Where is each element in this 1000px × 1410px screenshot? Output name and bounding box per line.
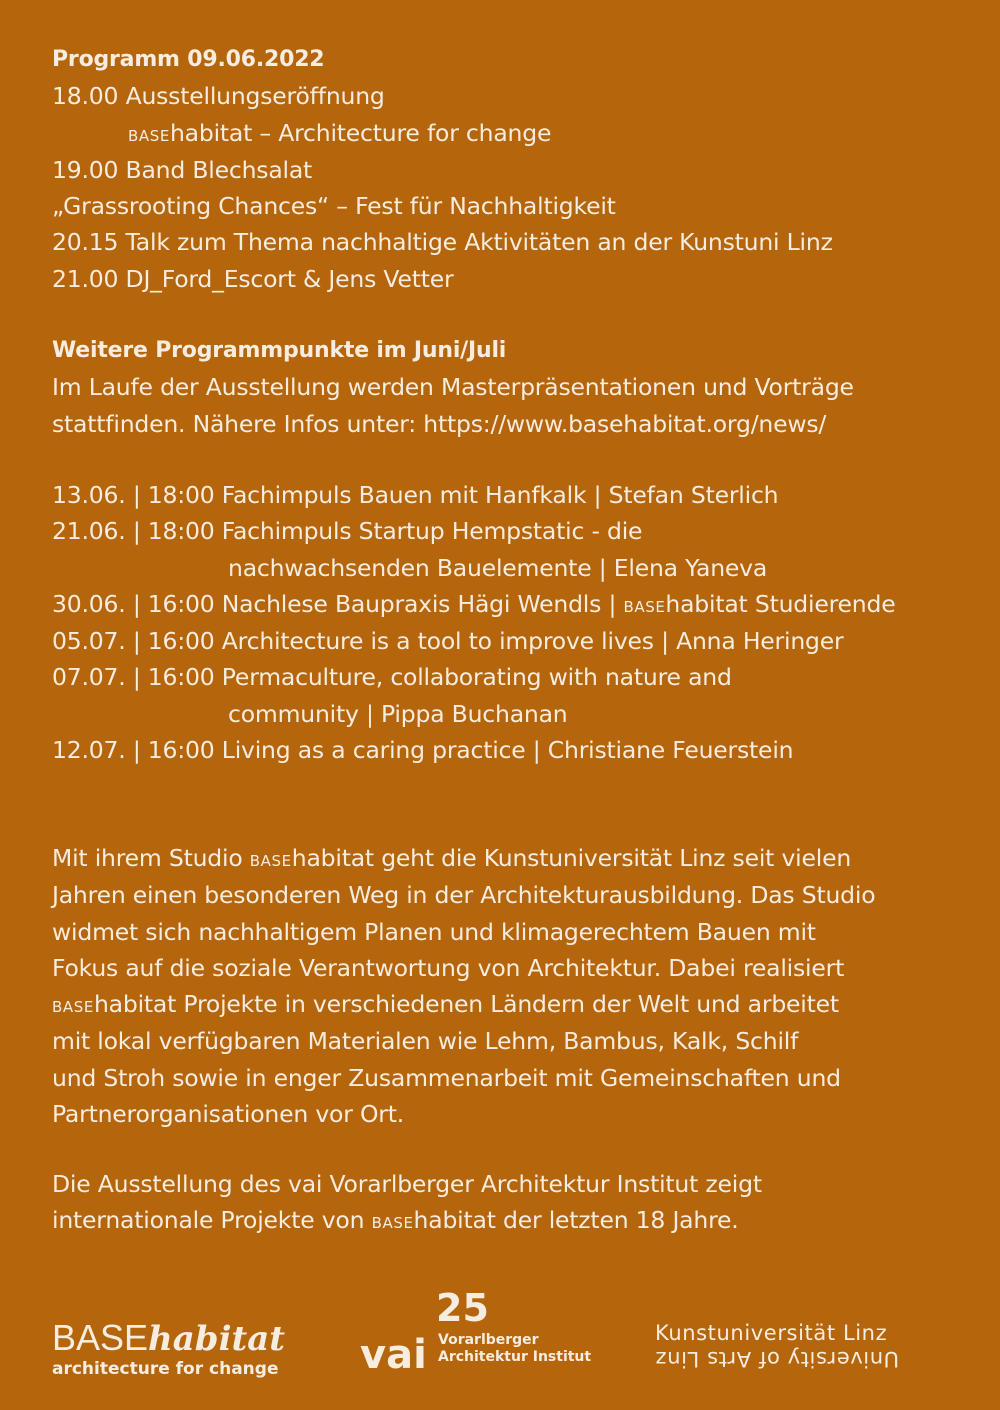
about-line-5	[52, 986, 875, 1023]
about-line-6: mit lokal verfügbaren Materialen wie Lehm, Bambus, Kalk, Schilf	[52, 1027, 799, 1056]
kunstuni-logo	[655, 1320, 975, 1372]
exhibit-text: habitat der letzten 18 Jahre.	[413, 1206, 739, 1235]
event-3-post: habitat Studierende	[665, 589, 896, 618]
program-line-4: „Grassrooting Chances“ – Fest für Nachhaltigkeit	[52, 192, 616, 221]
vai-wordmark: vai	[360, 1332, 427, 1378]
exhibit-line-2	[52, 1202, 762, 1239]
about-line-8: Partnerorganisationen vor Ort.	[52, 1100, 404, 1129]
base-smallcaps: base	[52, 993, 94, 1018]
event-5a: 07.07. | 16:00 Permaculture, collaborating with nature and	[52, 663, 732, 692]
program-section	[52, 42, 833, 297]
vai-subtitle	[438, 1332, 591, 1366]
base-smallcaps: base	[128, 121, 170, 146]
exhibit-text: internationale Projekte von	[52, 1206, 372, 1235]
event-5b: community | Pippa Buchanan	[228, 699, 568, 728]
event-2b: nachwachsenden Bauelemente | Elena Yaneva	[228, 553, 768, 582]
exhibit-line-1: Die Ausstellung des vai Vorarlberger Architektur Institut zeigt	[52, 1170, 762, 1198]
base-word: BASE	[52, 1317, 149, 1358]
vai-anniversary-number: 25	[436, 1286, 489, 1330]
vai-subtitle-line-2: Architektur Institut	[438, 1349, 592, 1365]
kunstuni-name-de: Kunstuniversität Linz	[655, 1321, 888, 1345]
event-6: 12.07. | 16:00 Living as a caring practice | Christiane Feuerstein	[52, 736, 794, 765]
about-text: Mit ihrem Studio	[52, 844, 250, 872]
basehabitat-wordmark	[52, 1317, 285, 1359]
program-line-1	[52, 78, 833, 114]
program-line-3: 19.00 Band Blechsalat	[52, 155, 313, 184]
program-text-2: habitat – Architecture for change	[169, 118, 552, 147]
event-3	[52, 586, 895, 623]
base-smallcaps: base	[371, 1209, 414, 1234]
vai-logo	[360, 1288, 620, 1383]
about-line-3: widmet sich nachhaltigem Planen und klimagerechtem Bauen mit	[52, 917, 816, 946]
program-line-6: 21.00 DJ_Ford_Escort & Jens Vetter	[52, 264, 454, 293]
further-line-2: stattfinden. Nähere Infos unter: https://www.basehabitat.org/news/	[52, 409, 827, 438]
program-time-1: 18.00	[52, 82, 119, 111]
further-section	[52, 333, 854, 442]
program-line-5: 20.15 Talk zum Thema nachhaltige Aktivitäten an der Kunstuni Linz	[52, 228, 833, 257]
events-list	[52, 477, 895, 768]
basehabitat-tagline: architecture for change	[52, 1359, 279, 1379]
event-2a: 21.06. | 18:00 Fachimpuls Startup Hempstatic - die	[52, 517, 643, 546]
further-line-1: Im Laufe der Ausstellung werden Masterpräsentationen und Vorträge	[52, 373, 854, 402]
further-heading: Weitere Programmpunkte im Juni/Juli	[52, 338, 507, 363]
base-smallcaps: base	[623, 592, 666, 617]
event-4: 05.07. | 16:00 Architecture is a tool to improve lives | Anna Heringer	[52, 627, 844, 656]
about-line-7: und Stroh sowie in enger Zusammenarbeit mit Gemeinschaften und	[52, 1063, 841, 1092]
about-line-4: Fokus auf die soziale Verantwortung von Architektur. Dabei realisiert	[52, 953, 845, 982]
vai-subtitle-line-1: Vorarlberger	[438, 1332, 539, 1348]
logo-footer	[0, 1280, 1000, 1390]
event-1: 13.06. | 18:00 Fachimpuls Bauen mit Hanfkalk | Stefan Sterlich	[52, 481, 779, 509]
habitat-word: habitat	[148, 1319, 285, 1359]
program-heading: Programm 09.06.2022	[52, 47, 325, 72]
about-line-2: Jahren einen besonderen Weg in der Architekturausbildung. Das Studio	[52, 881, 876, 910]
exhibit-section	[52, 1166, 762, 1240]
about-line-1	[52, 840, 875, 877]
about-section	[52, 840, 875, 1132]
basehabitat-logo	[52, 1317, 285, 1379]
program-line-2	[52, 115, 833, 152]
kunstuni-name-en: University of Arts Linz	[655, 1347, 900, 1371]
about-text: habitat Projekte in verschiedenen Ländern der Welt und arbeitet	[93, 990, 839, 1019]
about-text: habitat geht die Kunstuniversität Linz seit vielen	[291, 844, 852, 872]
program-text-1: Ausstellungseröffnung	[125, 82, 385, 111]
event-3-pre: 30.06. | 16:00 Nachlese Baupraxis Hägi Wendls |	[52, 589, 624, 618]
base-smallcaps: base	[249, 847, 292, 871]
